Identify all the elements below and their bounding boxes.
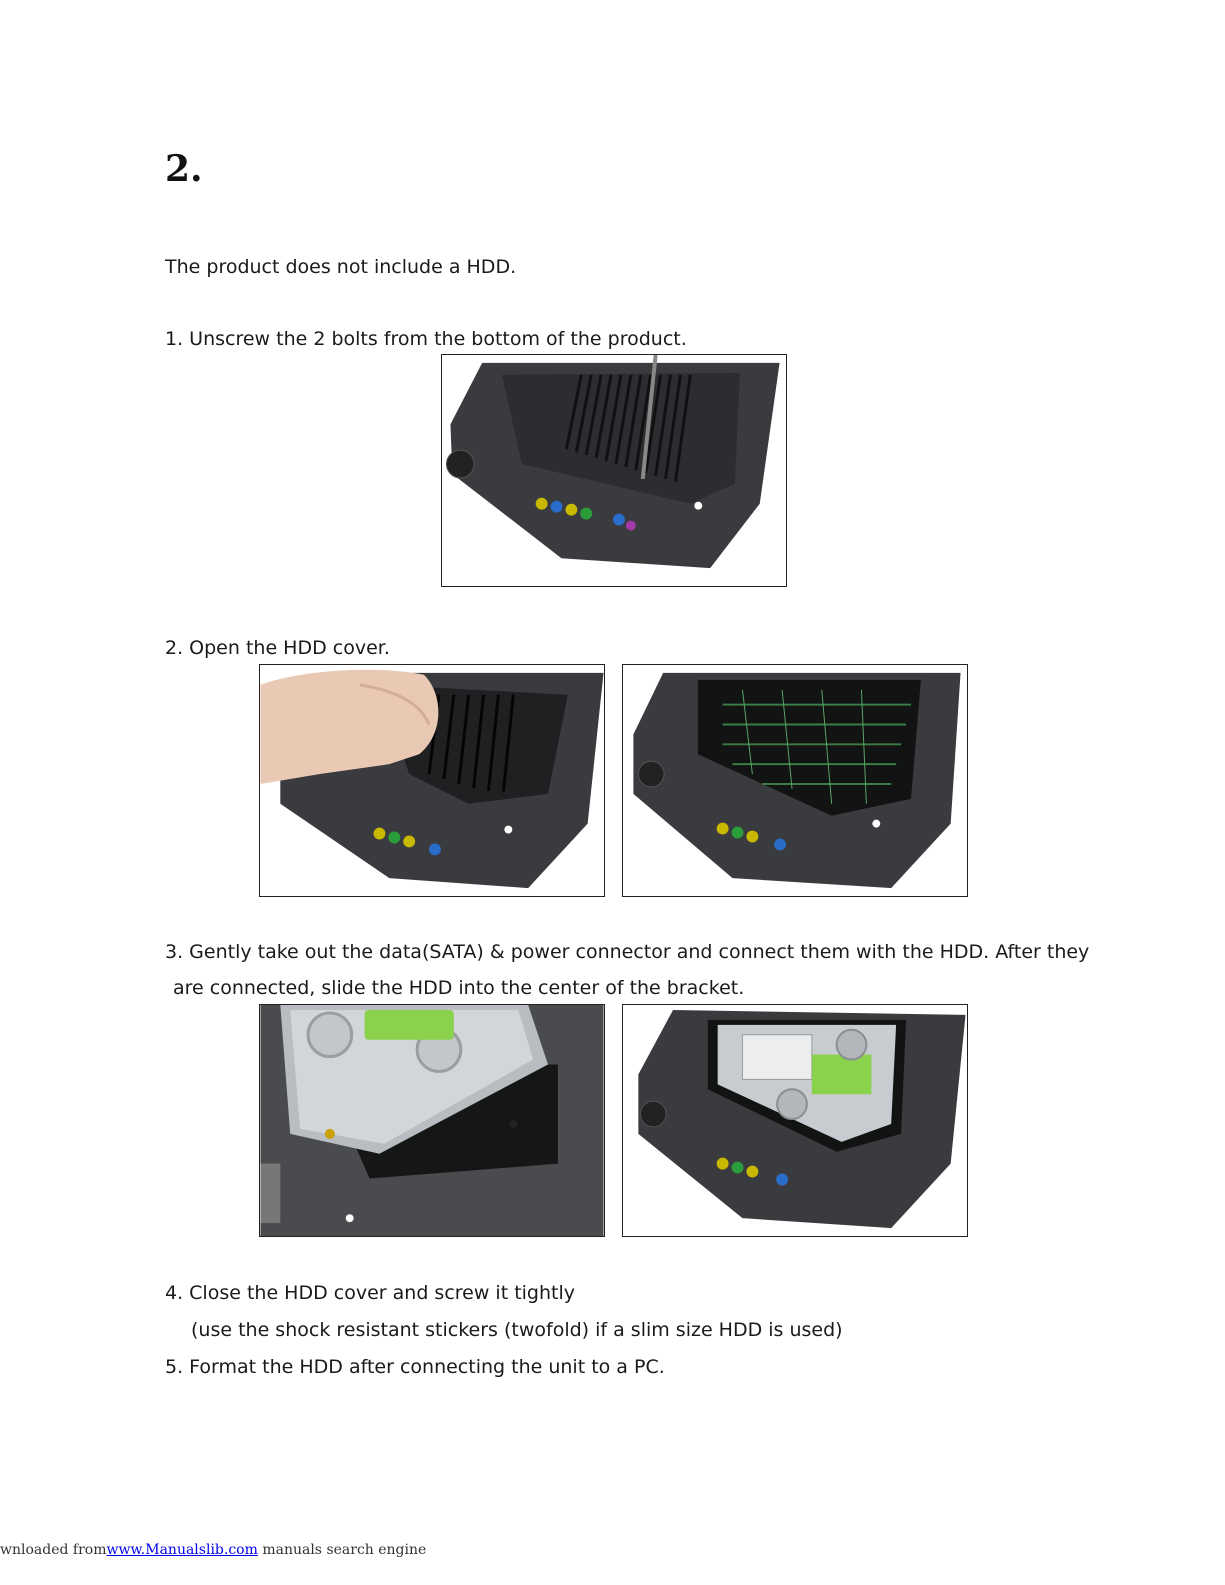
step-3-text: 3. Gently take out the data(SATA) & power connector and connect them with the HDD. After they — [165, 941, 1090, 963]
footer-prefix: wnloaded from — [0, 1542, 107, 1558]
step-5-text: 5. Format the HDD after connecting the unit to a PC. — [165, 1356, 665, 1378]
step-4-text-cont: (use the shock resistant stickers (twofold) if a slim size HDD is used) — [191, 1319, 843, 1341]
step-1-text: 1. Unscrew the 2 bolts from the bottom of the product. — [165, 328, 687, 350]
photo-cover-opened — [622, 664, 968, 897]
step-3-text-cont: are connected, slide the HDD into the center of the bracket. — [173, 977, 745, 999]
photo-hdd-installed — [622, 1004, 968, 1237]
photo-open-cover — [259, 664, 605, 897]
step-4-text: 4. Close the HDD cover and screw it tightly — [165, 1282, 575, 1304]
intro-text: The product does not include a HDD. — [165, 256, 517, 278]
hdd-in-bracket-image — [623, 1005, 967, 1236]
hand-lifting-cover-image — [260, 665, 604, 896]
open-hdd-bay-image — [623, 665, 967, 896]
footer-suffix: manuals search engine — [257, 1542, 427, 1558]
section-number: 2. — [165, 148, 203, 190]
photo-connect-hdd — [259, 1004, 605, 1237]
footer — [0, 1542, 426, 1558]
step-2-text: 2. Open the HDD cover. — [165, 637, 390, 659]
manualslib-link[interactable]: www.Manualslib.com — [106, 1542, 258, 1558]
photo-unscrew-bolts — [441, 354, 787, 587]
hdd-connector-closeup-image — [260, 1005, 604, 1236]
device-bottom-screwdriver-image — [442, 355, 786, 586]
